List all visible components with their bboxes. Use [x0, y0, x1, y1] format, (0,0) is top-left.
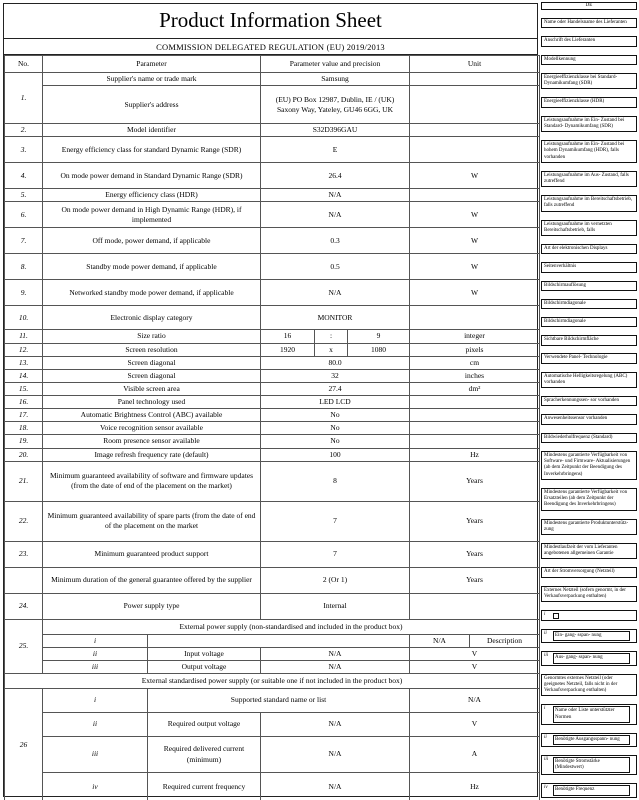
table-cell: Hz [410, 773, 540, 800]
row-number-cell: 11. [5, 330, 43, 343]
sidebar-label: Anschrift des Lieferanten [541, 36, 637, 46]
table-cell [410, 124, 540, 137]
sidebar-label: Energieeffizienzklasse bei Standard- Dynamikumfang (SDR) [541, 73, 637, 90]
sidebar-label: Mindestens garantierte Verfügbarkeit von Ersatzteilen (ab dem Zeitpunkt der Beendigung des Inverkehrbringens) [541, 488, 637, 511]
checkbox-icon [553, 613, 559, 619]
sidebar-label: Modellkennung [541, 55, 637, 65]
row-number-cell: iii [43, 737, 148, 773]
sidebar-label: Genormtes externes Netzteil (oder geeignetes Netzteil, falls nicht in der Verkaufsverpackung enthalten) [541, 674, 637, 697]
table-cell: pixels [410, 343, 540, 356]
table-cell: Off mode, power demand, if applicable [43, 228, 261, 254]
table-cell: 26.4 [261, 163, 410, 189]
german-sidebar [541, 2, 637, 798]
table-head [5, 56, 540, 73]
table-cell: N/A [261, 647, 410, 660]
table-cell: No [261, 409, 410, 422]
table-cell: MONITOR [261, 306, 410, 330]
row-number-cell: 26 [5, 689, 43, 800]
sidebar-label: Bildschirmdiagonale [541, 299, 637, 309]
row-number-cell: 20. [5, 448, 43, 461]
sidebar-label [541, 610, 637, 621]
row-number-cell: iv [43, 773, 148, 800]
row-number-cell: 17. [5, 409, 43, 422]
table-cell: Networked standby mode power demand, if applicable [43, 280, 261, 306]
table-cell: 0.5 [261, 254, 410, 280]
table-cell: A [410, 737, 540, 773]
row-number-cell: 24. [5, 593, 43, 619]
table-cell: Parameter [43, 56, 261, 73]
sidebar-label: Leistungsaufnahme im Ein- Zustand bei Standard- Dynamikumfang (SDR) [541, 116, 637, 133]
sidebar-roman-numeral: ii [544, 631, 547, 637]
table-cell: V [410, 647, 540, 660]
table-cell: Panel technology used [43, 396, 261, 409]
table-cell: 1920 [261, 343, 315, 356]
sidebar-label [541, 629, 637, 643]
sidebar-roman-numeral: iii [544, 756, 549, 762]
table-cell: Visible screen area [43, 382, 261, 395]
table-cell: Screen diagonal [43, 356, 261, 369]
table-cell: External standardised power supply (or suitable one if not included in the product box) [5, 674, 540, 689]
sidebar-label: Leistungsaufnahme im Bereitschaftsbetrieb, falls zutreffend [541, 195, 637, 212]
table-cell: Required current frequency [148, 773, 261, 800]
sidebar-label: Leistungsaufnahme im Ein- Zustand bei hohem Dynamikumfang (HDR), falls vorhanden [541, 140, 637, 163]
table-cell: S32D396GAU [261, 124, 410, 137]
sidebar-sublabel: Aus- gang- sspan- nung [553, 653, 630, 663]
sidebar-label [541, 755, 637, 776]
row-number-cell: 19. [5, 435, 43, 448]
sidebar-label: Bildschirmauflösung [541, 281, 637, 291]
sidebar-label: Externes Netzteil (sofern genormt, in der Verkaufsverpackung enthalten) [541, 586, 637, 603]
table-cell: W [410, 254, 540, 280]
table-cell: No. [5, 56, 43, 73]
table-cell: No [261, 422, 410, 435]
table-cell: Required output voltage [148, 713, 261, 737]
row-number-cell: i [43, 689, 148, 713]
table-cell: Supported standard name or list [148, 689, 410, 713]
table-cell: Minimum guaranteed product support [43, 541, 261, 567]
row-number-cell: 3. [5, 137, 43, 163]
sidebar-label: Verwendete Panel- Technologie [541, 353, 637, 363]
table-cell: 27.4 [261, 382, 410, 395]
table-cell: N/A [261, 773, 410, 800]
row-number-cell: 22. [5, 501, 43, 541]
table-cell: N/A [261, 713, 410, 737]
table-cell: W [410, 228, 540, 254]
table-cell: W [410, 163, 540, 189]
table-cell: Samsung [261, 73, 410, 86]
table-cell: 16 [261, 330, 315, 343]
table-cell: 7 [261, 541, 410, 567]
table-body [5, 73, 540, 800]
table-cell: Hz [410, 448, 540, 461]
table-cell: Unit [410, 56, 540, 73]
table-cell [410, 593, 540, 619]
table-cell [410, 409, 540, 422]
sidebar-roman-numeral: ii [544, 734, 547, 740]
row-number-cell: 16. [5, 396, 43, 409]
row-number-cell: 8. [5, 254, 43, 280]
sidebar-label: Bildschirmdiagonale [541, 317, 637, 327]
table-cell: W [410, 280, 540, 306]
sidebar-label: Spracherkennungssen- sor vorhanden [541, 396, 637, 406]
table-cell: Output voltage [148, 660, 261, 673]
row-number-cell: 23. [5, 541, 43, 567]
table-cell [410, 396, 540, 409]
row-number-cell: 4. [5, 163, 43, 189]
table-cell: 100 [261, 448, 410, 461]
row-number-cell: 12. [5, 343, 43, 356]
table-cell: Automatic Brightness Control (ABC) available [43, 409, 261, 422]
sidebar-label [541, 651, 637, 665]
table-cell: N/A [261, 280, 410, 306]
table-cell: (EU) PO Box 12987, Dublin, IE / (UK) Saxony Way, Yateley, GU46 6GG, UK [261, 86, 410, 124]
row-number-cell: 7. [5, 228, 43, 254]
sidebar-label: Mindestens garantierte Produktunterstütz- zung [541, 519, 637, 536]
table-cell: Voice recognition sensor available [43, 422, 261, 435]
row-number-cell: 10. [5, 306, 43, 330]
table-cell: N/A [410, 689, 540, 713]
table-cell [410, 306, 540, 330]
table-cell: N/A [410, 634, 470, 647]
row-number-cell: 15. [5, 382, 43, 395]
table-cell: dm² [410, 382, 540, 395]
sidebar-label: Anwesenheitssensor vorhanden [541, 414, 637, 424]
table-cell: 8 [261, 461, 410, 501]
table-cell: Power supply type [43, 593, 261, 619]
table-cell: Model identifier [43, 124, 261, 137]
row-number-cell: i [43, 634, 148, 647]
table-cell: : [315, 330, 348, 343]
table-cell: x [315, 343, 348, 356]
table-cell: Required delivered current (minimum) [148, 737, 261, 773]
sidebar-label: Art der Stromversorgung (Netzteil) [541, 567, 637, 577]
sidebar-label: Energieeffizienzklasse (HDR) [541, 97, 637, 107]
row-number-cell: 1. [5, 73, 43, 124]
table-cell [148, 634, 410, 647]
table-cell: On mode power demand in Standard Dynamic Range (SDR) [43, 163, 261, 189]
row-number-cell: 21. [5, 461, 43, 501]
table-cell: Parameter value and precision [261, 56, 410, 73]
table-cell: inches [410, 369, 540, 382]
sidebar-sublabel: Ein- gang- sspan- nung [553, 631, 630, 641]
table-cell: Standby mode power demand, if applicable [43, 254, 261, 280]
table-cell [410, 73, 540, 86]
table-cell: W [410, 202, 540, 228]
sidebar-roman-numeral: i [544, 612, 546, 618]
table-cell: V [410, 713, 540, 737]
sidebar-roman-numeral: iii [544, 653, 549, 659]
table-cell: Energy efficiency class for standard Dynamic Range (SDR) [43, 137, 261, 163]
table-cell: Internal [261, 593, 410, 619]
row-number-cell: ii [43, 647, 148, 660]
sidebar-label: Art der elektronischen Displays [541, 244, 637, 254]
table-cell: Years [410, 501, 540, 541]
regulation-subtitle: COMMISSION DELEGATED REGULATION (EU) 2019/2013 [4, 39, 537, 55]
table-cell: Years [410, 541, 540, 567]
sidebar-label: Leistungsaufnahme im vernetzten Bereitschaftsbetrieb, falls [541, 220, 637, 237]
table-cell: Electronic display category [43, 306, 261, 330]
table-cell: 2 (Or 1) [261, 567, 410, 593]
table-cell: 80.0 [261, 356, 410, 369]
table-cell: Supplier's address [43, 86, 261, 124]
row-number-cell: 2. [5, 124, 43, 137]
table-cell: N/A [261, 189, 410, 202]
product-table [4, 55, 540, 800]
row-number-cell: 13. [5, 356, 43, 369]
table-cell: Size ratio [43, 330, 261, 343]
table-cell: Years [410, 567, 540, 593]
table-cell: N/A [261, 737, 410, 773]
table-cell [410, 435, 540, 448]
table-cell: External power supply (non-standardised and included in the product box) [43, 619, 540, 634]
sidebar-label [541, 733, 637, 747]
row-number-cell: 18. [5, 422, 43, 435]
table-cell: LED LCD [261, 396, 410, 409]
table-cell: Image refresh frequency rate (default) [43, 448, 261, 461]
table-cell: integer [410, 330, 540, 343]
table-cell: Screen diagonal [43, 369, 261, 382]
table-cell: Minimum duration of the general guarantee offered by the supplier [43, 567, 261, 593]
table-cell: Description [470, 634, 540, 647]
table-cell: On mode power demand in High Dynamic Range (HDR), if implemented [43, 202, 261, 228]
table-cell: No [261, 435, 410, 448]
table-cell: V [410, 660, 540, 673]
table-cell [410, 422, 540, 435]
sidebar-label: Name oder Handelsname des Lieferanten [541, 18, 637, 28]
sidebar-label: Seitenverhältnis [541, 262, 637, 272]
sidebar-label: DE [541, 2, 637, 10]
row-number-cell: 25. [5, 619, 43, 673]
sidebar-label: Mindestens garantierte Verfügbarkeit von Software- und Firmware- Aktualisierungen (ab dem Zeitpunkt der Beendigung des Inverkehrbringens) [541, 451, 637, 480]
sidebar-label: Mindestlaufzeit der vom Lieferanten angebotenen allgemeinen Garantie [541, 543, 637, 560]
table-cell: Minimum guaranteed availability of software and firmware updates (from the date of end of the placement on the market) [43, 461, 261, 501]
sidebar-roman-numeral: i [544, 706, 546, 712]
sidebar-sublabel: Name oder Liste unterstützter Normen [553, 706, 630, 723]
table-cell: Supplier's name or trade mark [43, 73, 261, 86]
table-cell: Years [410, 461, 540, 501]
row-number-cell: 6. [5, 202, 43, 228]
sidebar-sublabel: Benötigte Ausgangsspann- nung [553, 735, 630, 745]
table-cell: 9 [348, 330, 410, 343]
row-number-cell: 14. [5, 369, 43, 382]
table-cell: 1080 [348, 343, 410, 356]
table-cell: N/A [261, 202, 410, 228]
row-number-cell [5, 567, 43, 593]
main-document [3, 3, 538, 797]
table-cell: 7 [261, 501, 410, 541]
sidebar-sublabel: Benötigte Stromstärke (Mindestwert) [553, 757, 630, 774]
table-cell: Minimum guaranteed availability of spare parts (from the date of end of the placement on the market [43, 501, 261, 541]
sidebar-label: Bildwiederholfrequenz (Standard) [541, 433, 637, 443]
table-cell [410, 137, 540, 163]
table-cell: Energy efficiency class (HDR) [43, 189, 261, 202]
sidebar-sublabel: Benötigte Frequenz [553, 785, 630, 795]
table-cell: N/A [261, 660, 410, 673]
table-cell: Room presence sensor available [43, 435, 261, 448]
table-cell [410, 86, 540, 124]
sidebar-label: Automatische Helligkeitsregelung (ABC) vorhanden [541, 372, 637, 389]
table-cell: E [261, 137, 410, 163]
sidebar-roman-numeral: iv [544, 785, 548, 791]
row-number-cell: 9. [5, 280, 43, 306]
sidebar-label [541, 704, 637, 725]
table-cell: Screen resolution [43, 343, 261, 356]
table-cell [410, 189, 540, 202]
table-cell: Input voltage [148, 647, 261, 660]
row-number-cell: ii [43, 713, 148, 737]
page-title: Product Information Sheet [4, 4, 537, 39]
table-cell: 0.3 [261, 228, 410, 254]
sidebar-label: Leistungsaufnahme im Aus- Zustand, falls zutreffend [541, 171, 637, 188]
sidebar-label: Sichtbare Bildschirmfläche [541, 335, 637, 345]
row-number-cell: 5. [5, 189, 43, 202]
table-cell: cm [410, 356, 540, 369]
row-number-cell: iii [43, 660, 148, 673]
sidebar-label [541, 783, 637, 797]
table-cell: 32 [261, 369, 410, 382]
